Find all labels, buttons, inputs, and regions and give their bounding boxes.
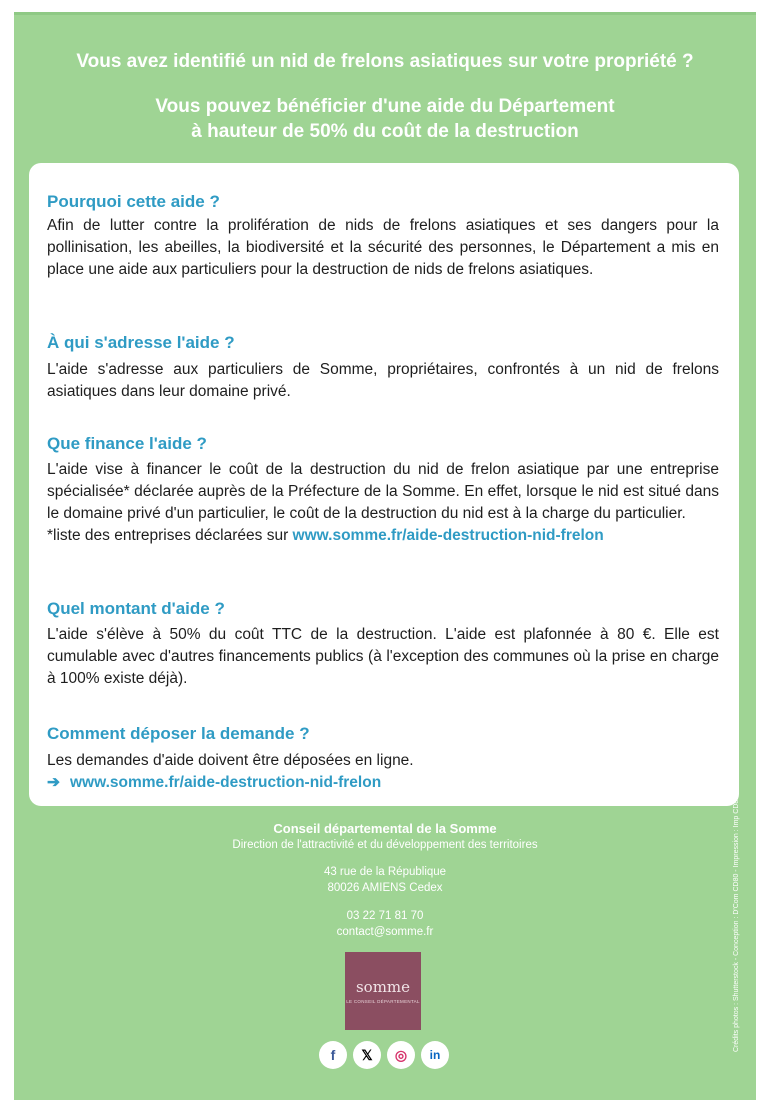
- finance-note: *liste des entreprises déclarées sur: [47, 527, 293, 544]
- logo-subtitle: LE CONSEIL DÉPARTEMENTAL: [346, 999, 420, 1004]
- section-title-montant: Quel montant d'aide ?: [47, 599, 225, 618]
- section-text-pourquoi: Afin de lutter contre la prolifération de nids de frelons asiatiques et ses dangers pour la pollinisation, les abeilles, la biodiversité et la sécurité des personnes, le Département a mis en place une aide aux particuliers pour la destruction de nids de frelons asiatiques.: [47, 217, 719, 278]
- footer-phone: 03 22 71 81 70: [346, 910, 424, 922]
- section-text-a-qui: L'aide s'adresse aux particuliers de Somme, propriétaires, confrontés à un nid de frelons asiatiques dans leur domaine privé.: [47, 361, 719, 400]
- photo-credits: Crédits photos : Shutterstock - Conception : D'Com CD80 - Impression : Imp CD80: [733, 795, 740, 1052]
- footer-organization: Conseil départemental de la Somme: [273, 821, 497, 836]
- headline-aid-line1: Vous pouvez bénéficier d'une aide du Département: [155, 96, 615, 117]
- footer-address-line2: 80026 AMIENS Cedex: [327, 882, 443, 894]
- facebook-icon: f: [330, 1047, 336, 1063]
- section-text-demande: [47, 750, 719, 794]
- linkedin-button[interactable]: [421, 1041, 449, 1069]
- footer-email[interactable]: contact@somme.fr: [336, 926, 434, 938]
- flyer: [14, 12, 756, 1100]
- headline-aid: [14, 94, 756, 144]
- section-text-finance: [47, 459, 719, 547]
- section-text-montant: L'aide s'élève à 50% du coût TTC de la destruction. L'aide est plafonnée à 80 €. Elle est cumulable avec d'autres financements publics (à l'exception des communes où la prise en charge à 100% existe déjà).: [47, 626, 719, 687]
- instagram-icon: ◎: [394, 1047, 408, 1063]
- x-button[interactable]: [353, 1041, 381, 1069]
- info-card: [29, 163, 739, 806]
- section-title-demande: Comment déposer la demande ?: [47, 724, 310, 743]
- linkedin-icon: in: [429, 1048, 441, 1062]
- finance-note-link[interactable]: www.somme.fr/aide-destruction-nid-frelon: [292, 527, 604, 544]
- footer-address: [14, 864, 756, 896]
- demande-text: Les demandes d'aide doivent être déposées en ligne.: [47, 752, 414, 769]
- section-title-finance: Que finance l'aide ?: [47, 434, 207, 453]
- demande-link[interactable]: www.somme.fr/aide-destruction-nid-frelon: [70, 774, 382, 791]
- x-icon: 𝕏: [361, 1047, 373, 1063]
- section-title-a-qui: À qui s'adresse l'aide ?: [47, 333, 235, 352]
- facebook-button[interactable]: [319, 1041, 347, 1069]
- top-divider: [14, 12, 756, 15]
- headline-aid-line2: à hauteur de 50% du coût de la destruction: [191, 121, 579, 142]
- footer-address-line1: 43 rue de la République: [323, 866, 447, 878]
- social-links: [319, 1041, 449, 1071]
- headline-question: Vous avez identifié un nid de frelons asiatiques sur votre propriété ?: [76, 51, 694, 72]
- logo-wordmark: somme: [355, 978, 411, 996]
- somme-logo: [345, 952, 421, 1030]
- instagram-button[interactable]: [387, 1041, 415, 1069]
- finance-text: L'aide vise à financer le coût de la destruction du nid de frelon asiatique par une entreprise spécialisée* déclarée auprès de la Préfecture de la Somme. En effet, lorsque le nid est situé dans le domaine privé d'un particulier, le coût de la destruction du nid est à la charge du particulier.: [47, 461, 719, 522]
- footer-contact: [14, 908, 756, 940]
- section-title-pourquoi: Pourquoi cette aide ?: [47, 192, 220, 211]
- footer-direction: Direction de l'attractivité et du développement des territoires: [232, 839, 538, 851]
- arrow-right-icon: ➔: [47, 774, 60, 791]
